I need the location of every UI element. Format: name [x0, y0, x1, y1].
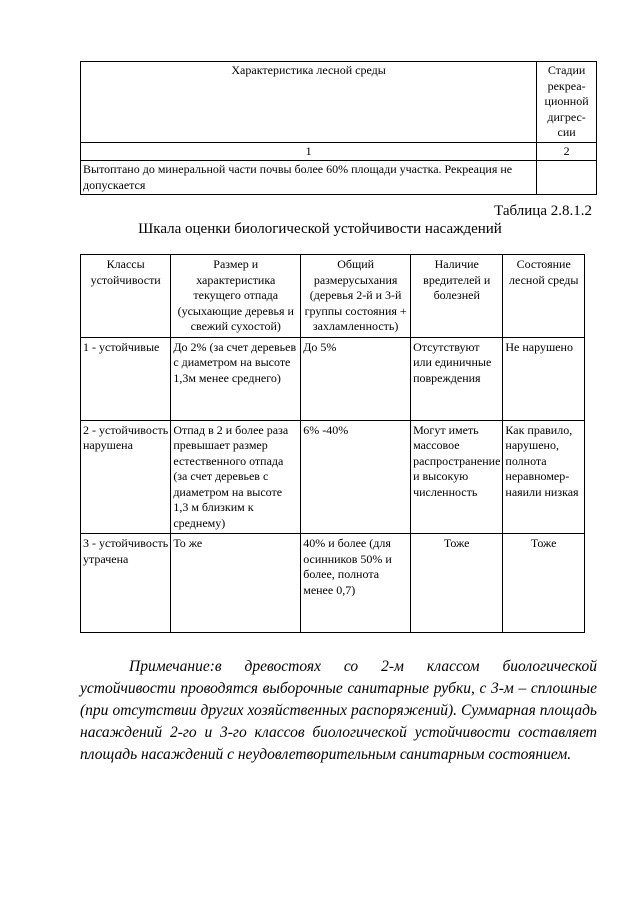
row3-environment: Тоже	[503, 534, 585, 633]
recreation-row-stage	[537, 161, 597, 195]
row3-pests: Тоже	[411, 534, 503, 633]
table-number: Таблица 2.8.1.2	[494, 203, 592, 219]
table-row	[81, 420, 585, 534]
row2-class: 2 - устойчивость нарушена	[81, 420, 171, 534]
row1-drying: До 5%	[301, 337, 411, 420]
row3-class: 3 - устойчивость утрачена	[81, 534, 171, 633]
table-title: Шкала оценки биологической устойчивости насаждений	[138, 221, 502, 237]
header-stability-class: Классы устойчивости	[81, 255, 171, 338]
stability-table	[80, 254, 585, 633]
header-forest-environment: Состояние лесной среды	[503, 255, 585, 338]
table-note: Примечание:в древостоях со 2-м классом биологической устойчивости проводятся выборочные санитарные рубки, с 3-м – сплошные (при отсутствии других хозяйственных распоряжений). Суммарная площадь насаждений 2-го и 3-го классов биологической устойчивости составляет площадь насаждений с неудовлетворительным санитарным состоянием.	[80, 657, 597, 763]
row2-environment: Как правило, нарушено, полнота неравномер-наяили низкая	[503, 420, 585, 534]
recreation-header-stage: Стадии рекреа-ционной дигрес-сии	[537, 62, 597, 143]
table-row	[81, 337, 585, 420]
row3-dieback: То же	[171, 534, 301, 633]
recreation-col-number-1: 1	[81, 142, 537, 161]
row2-pests: Могут иметь массовое распространение и высокую численность	[411, 420, 503, 534]
header-current-dieback: Размер и характеристика текущего отпада (усыхающие деревья и свежий сухостой)	[171, 255, 301, 338]
row1-class: 1 - устойчивые	[81, 337, 171, 420]
recreation-header-characteristic: Характеристика лесной среды	[81, 62, 537, 143]
row1-dieback: До 2% (за счет деревьев с диаметром на высоте 1,3м менее среднего)	[171, 337, 301, 420]
recreation-col-number-2: 2	[537, 142, 597, 161]
header-total-drying: Общий размерусыхания (деревья 2-й и 3-й группы состояния + захламленность)	[301, 255, 411, 338]
recreation-table	[80, 61, 597, 195]
row2-drying: 6% -40%	[301, 420, 411, 534]
row3-drying: 40% и более (для осинников 50% и более, полнота менее 0,7)	[301, 534, 411, 633]
row1-pests: Отсутствуют или единичные повреждения	[411, 337, 503, 420]
stability-header-row	[81, 255, 585, 338]
table-row	[81, 534, 585, 633]
row1-environment: Не нарушено	[503, 337, 585, 420]
header-pests-diseases: Наличие вредителей и болезней	[411, 255, 503, 338]
recreation-row-characteristic: Вытоптано до минеральной части почвы более 60% площади участка. Рекреация не допускается	[81, 161, 537, 195]
row2-dieback: Отпад в 2 и более раза превышает размер естественного отпада (за счет деревьев с диаметром на высоте 1,3 м близким к среднему)	[171, 420, 301, 534]
